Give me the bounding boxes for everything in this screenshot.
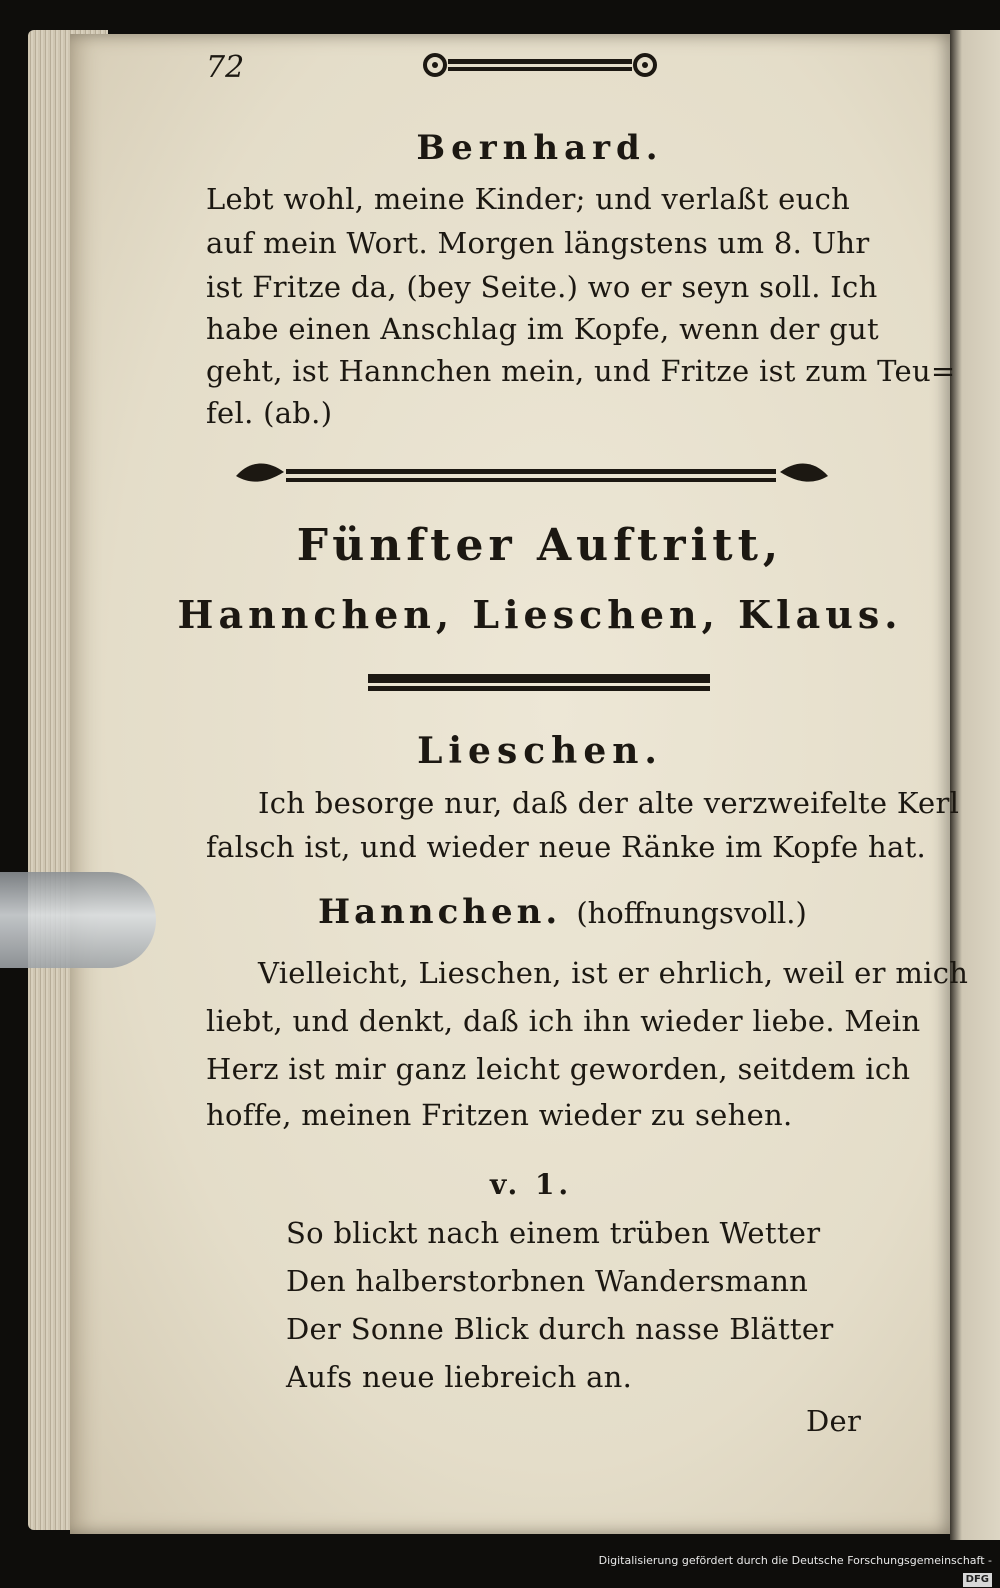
bernhard-line-1: Lebt wohl, meine Kinder; und verlaßt euch (206, 182, 851, 216)
speaker-lieschen: Lieschen. (417, 730, 663, 772)
characters-rule-top (368, 674, 710, 683)
hannchen-heading (318, 892, 807, 932)
stage-direction: (hoffnungsvoll.) (576, 896, 807, 930)
bernhard-line-4: habe einen Anschlag im Kopfe, wenn der gut (206, 312, 879, 346)
verse-line-4: Aufs neue liebreich an. (286, 1360, 633, 1394)
hannchen-line-4: hoffe, meinen Fritzen wieder zu sehen. (206, 1098, 793, 1132)
page-number: 72 (206, 50, 245, 85)
bernhard-line-2: auf mein Wort. Morgen längstens um 8. Uhr (206, 226, 870, 260)
verse-label: v. 1. (490, 1168, 573, 1201)
scene-characters: Hannchen, Lieschen, Klaus. (177, 592, 903, 637)
dfg-logo: DFG (963, 1573, 992, 1587)
verse-line-1: So blickt nach einem trüben Wetter (286, 1216, 821, 1250)
bernhard-line-3: ist Fritze da, (bey Seite.) wo er seyn soll. Ich (206, 270, 878, 304)
header-ornament (420, 50, 660, 80)
hannchen-line-3: Herz ist mir ganz leicht geworden, seitdem ich (206, 1052, 911, 1086)
digitization-footer (572, 1552, 992, 1585)
verse-line-3: Der Sonne Blick durch nasse Blätter (286, 1312, 834, 1346)
lieschen-line-2: falsch ist, und wieder neue Ränke im Kopfe hat. (206, 830, 927, 864)
bernhard-line-6: fel. (ab.) (206, 396, 333, 430)
lieschen-line-1: Ich besorge nur, daß der alte verzweifelte Kerl (258, 786, 960, 820)
catchword: Der (806, 1404, 862, 1438)
footer-text: Digitalisierung gefördert durch die Deutsche Forschungsgemeinschaft - (598, 1554, 992, 1567)
verse-line-2: Den halberstorbnen Wandersmann (286, 1264, 809, 1298)
characters-rule-bottom (368, 686, 710, 691)
facing-page-edge (950, 30, 1000, 1540)
bernhard-line-5: geht, ist Hannchen mein, und Fritze ist zum Teu= (206, 354, 956, 388)
speaker-bernhard: Bernhard. (416, 128, 664, 168)
page-holder-clip (0, 872, 156, 968)
speaker-hannchen: Hannchen. (318, 892, 562, 932)
scene-title: Fünfter Auftritt, (296, 520, 784, 571)
scene-divider-ornament (234, 458, 830, 494)
hannchen-line-1: Vielleicht, Lieschen, ist er ehrlich, weil er mich (258, 956, 969, 990)
hannchen-line-2: liebt, und denkt, daß ich ihn wieder liebe. Mein (206, 1004, 921, 1038)
